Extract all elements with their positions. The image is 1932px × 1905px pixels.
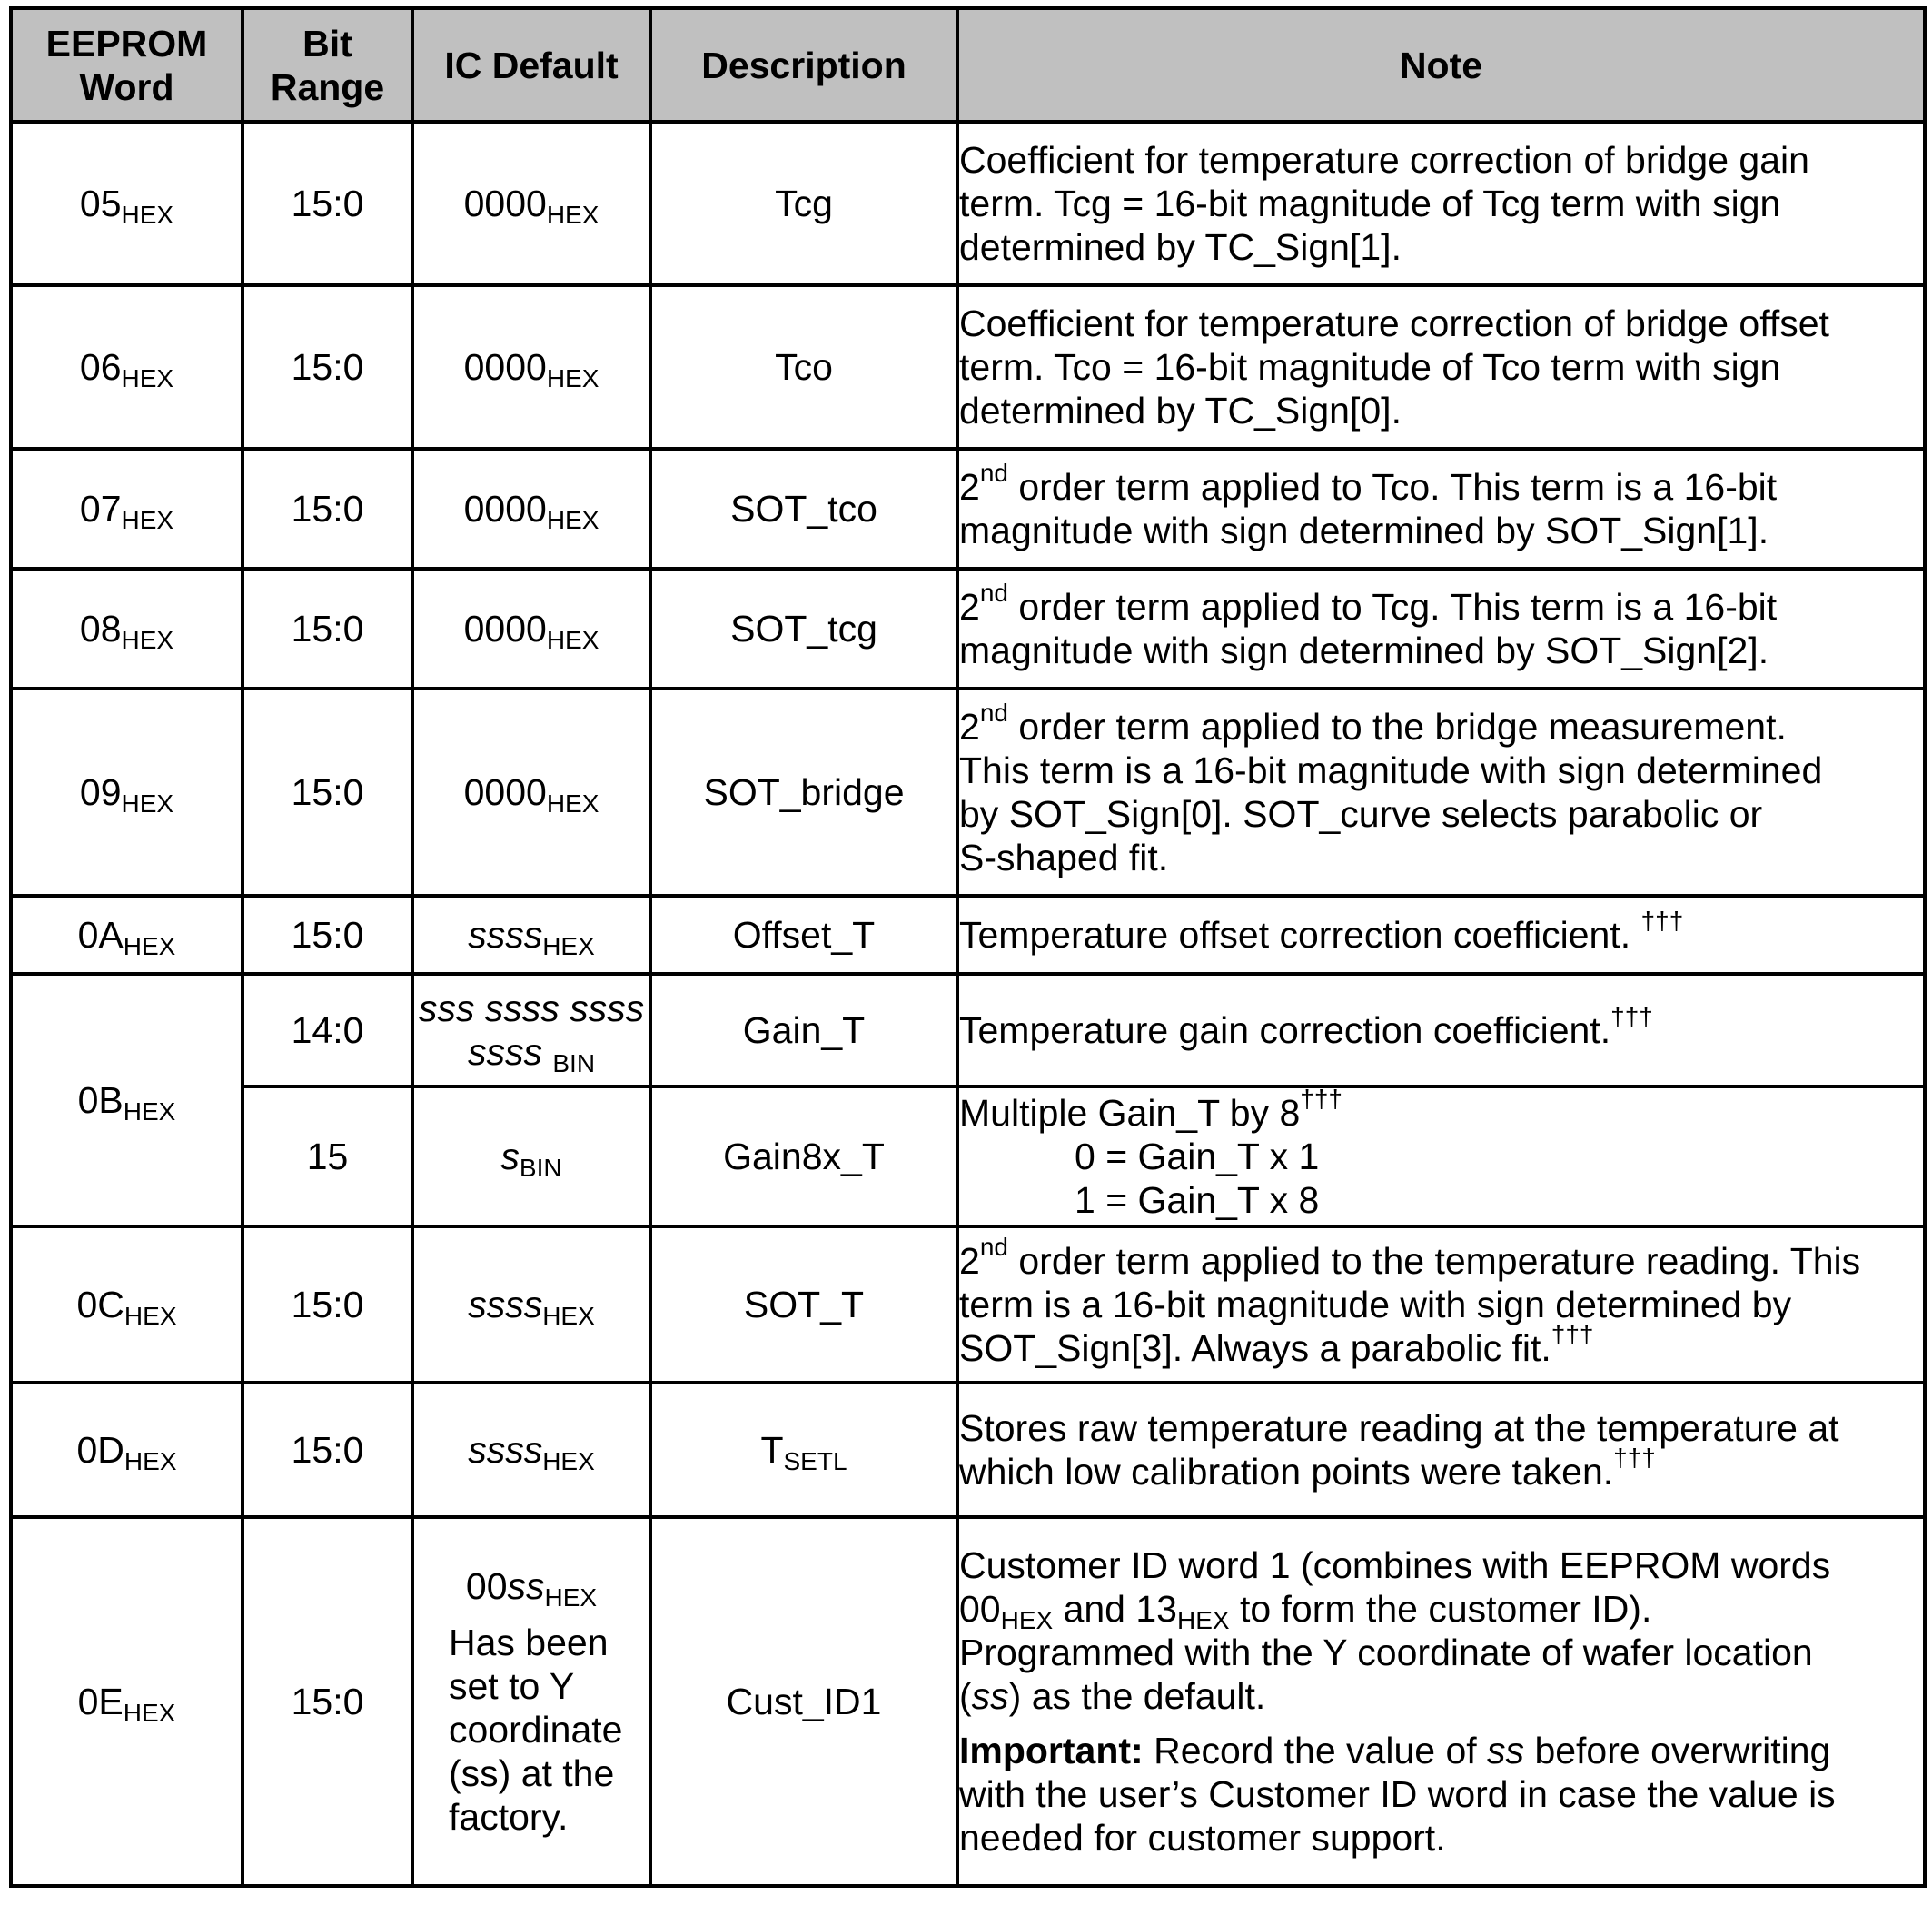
header-bit-range-line2: Range (270, 65, 385, 108)
bit-range-cell: 15:0 (243, 569, 412, 689)
bit-range-cell: 15:0 (243, 896, 412, 974)
note-cell: Stores raw temperature reading at the temperature at which low calibration points were taken.††† (957, 1383, 1925, 1517)
ic-default-cell: ssss$_{HEX}$ (412, 896, 650, 974)
description-cell: Tcg (650, 122, 957, 285)
description-cell: Tco (650, 285, 957, 449)
header-bit-range-line1: Bit (302, 22, 352, 64)
note-cell: Temperature offset correction coefficient. ††† (957, 896, 1925, 974)
note-cell: 2nd order term applied to the temperature reading. This term is a 16-bit magnitude with sign determined by SOT_Sign[3]. Always a parabolic fit.††† (957, 1226, 1925, 1383)
ic-default-cell: $0000_{HEX}$ (412, 569, 650, 689)
description-cell: SOT_tcg (650, 569, 957, 689)
bit-range-cell: 15:0 (243, 689, 412, 896)
table-row (11, 449, 1925, 569)
table-row (11, 569, 1925, 689)
eeprom-word-cell: $0B_{HEX}$ (11, 974, 243, 1226)
note-cell: Multiple Gain_T by 8††† 0 = Gain_T x 1 1 = Gain_T x 8 (957, 1086, 1925, 1226)
header-note: Note (957, 8, 1925, 122)
ic-default-cell: $00ss_{HEX}$ Has been set to Y coordinate (ss) at the factory. (412, 1517, 650, 1886)
ic-default-cell: ssss$_{HEX}$ (412, 1383, 650, 1517)
table-row (11, 689, 1925, 896)
note-cell: Customer ID word 1 (combines with EEPROM words $00_{HEX}$ and $13_{HEX}$ to form the customer ID). Programmed with the Y coordinate of wafer location (ss) as the default. Important: Record the value of ss before overwriting with the user’s Customer ID word in case the value is needed for customer support. (957, 1517, 1925, 1886)
note-cell: Coefficient for temperature correction of bridge offset term. Tco = 16-bit magnitude of Tco term with sign determined by TC_Sign[0]. (957, 285, 1925, 449)
header-bit-range (243, 8, 412, 122)
bit-range-cell: 15:0 (243, 285, 412, 449)
description-cell: Offset_T (650, 896, 957, 974)
description-cell: Gain8x_T (650, 1086, 957, 1226)
ic-default-cell: $s_{BIN}$ (412, 1086, 650, 1226)
ic-default-cell: $0000_{HEX}$ (412, 122, 650, 285)
eeprom-word-cell: $09_{HEX}$ (11, 689, 243, 896)
ic-default-cell: $0000_{HEX}$ (412, 689, 650, 896)
header-eeprom-word-line1: EEPROM (45, 22, 208, 64)
bit-range-cell: 15:0 (243, 1383, 412, 1517)
description-cell: Cust_ID1 (650, 1517, 957, 1886)
description-cell: $T_{SETL}$ (650, 1383, 957, 1517)
eeprom-table-container (9, 6, 1927, 1888)
table-row (11, 1086, 1925, 1226)
header-eeprom-word (11, 8, 243, 122)
description-cell: SOT_tco (650, 449, 957, 569)
table-row (11, 974, 1925, 1086)
ic-default-cell: $0000_{HEX}$ (412, 285, 650, 449)
eeprom-word-cell: $06_{HEX}$ (11, 285, 243, 449)
note-cell: 2nd order term applied to Tcg. This term is a 16-bit magnitude with sign determined by SOT_Sign[2]. (957, 569, 1925, 689)
ic-default-cell: ssss$_{HEX}$ (412, 1226, 650, 1383)
note-cell: Temperature gain correction coefficient.††† (957, 974, 1925, 1086)
description-cell: Gain_T (650, 974, 957, 1086)
description-cell: SOT_bridge (650, 689, 957, 896)
eeprom-word-cell: $05_{HEX}$ (11, 122, 243, 285)
bit-range-cell: 15:0 (243, 122, 412, 285)
table-row (11, 1226, 1925, 1383)
eeprom-word-cell: $08_{HEX}$ (11, 569, 243, 689)
bit-range-cell: 15 (243, 1086, 412, 1226)
bit-range-cell: 14:0 (243, 974, 412, 1086)
eeprom-word-cell: $0D_{HEX}$ (11, 1383, 243, 1517)
table-row (11, 896, 1925, 974)
table-row (11, 1517, 1925, 1886)
header-ic-default: IC Default (412, 8, 650, 122)
eeprom-word-cell: $07_{HEX}$ (11, 449, 243, 569)
note-cell: Coefficient for temperature correction of bridge gain term. Tcg = 16-bit magnitude of Tcg term with sign determined by TC_Sign[1]. (957, 122, 1925, 285)
header-eeprom-word-line2: Word (79, 65, 174, 108)
ic-default-cell: sss ssss ssss ssss $_{BIN}$ (412, 974, 650, 1086)
bit-range-cell: 15:0 (243, 1226, 412, 1383)
table-row (11, 122, 1925, 285)
ic-default-cell: $0000_{HEX}$ (412, 449, 650, 569)
header-description: Description (650, 8, 957, 122)
eeprom-word-cell: $0A_{HEX}$ (11, 896, 243, 974)
table-row (11, 1383, 1925, 1517)
bit-range-cell: 15:0 (243, 449, 412, 569)
note-cell: 2nd order term applied to the bridge measurement. This term is a 16-bit magnitude with sign determined by SOT_Sign[0]. SOT_curve selects parabolic or S-shaped fit. (957, 689, 1925, 896)
eeprom-word-cell: $0E_{HEX}$ (11, 1517, 243, 1886)
description-cell: SOT_T (650, 1226, 957, 1383)
eeprom-word-cell: $0C_{HEX}$ (11, 1226, 243, 1383)
bit-range-cell: 15:0 (243, 1517, 412, 1886)
header-row (11, 8, 1925, 122)
note-cell: 2nd order term applied to Tco. This term is a 16-bit magnitude with sign determined by SOT_Sign[1]. (957, 449, 1925, 569)
eeprom-register-table (9, 6, 1927, 1888)
table-row (11, 285, 1925, 449)
